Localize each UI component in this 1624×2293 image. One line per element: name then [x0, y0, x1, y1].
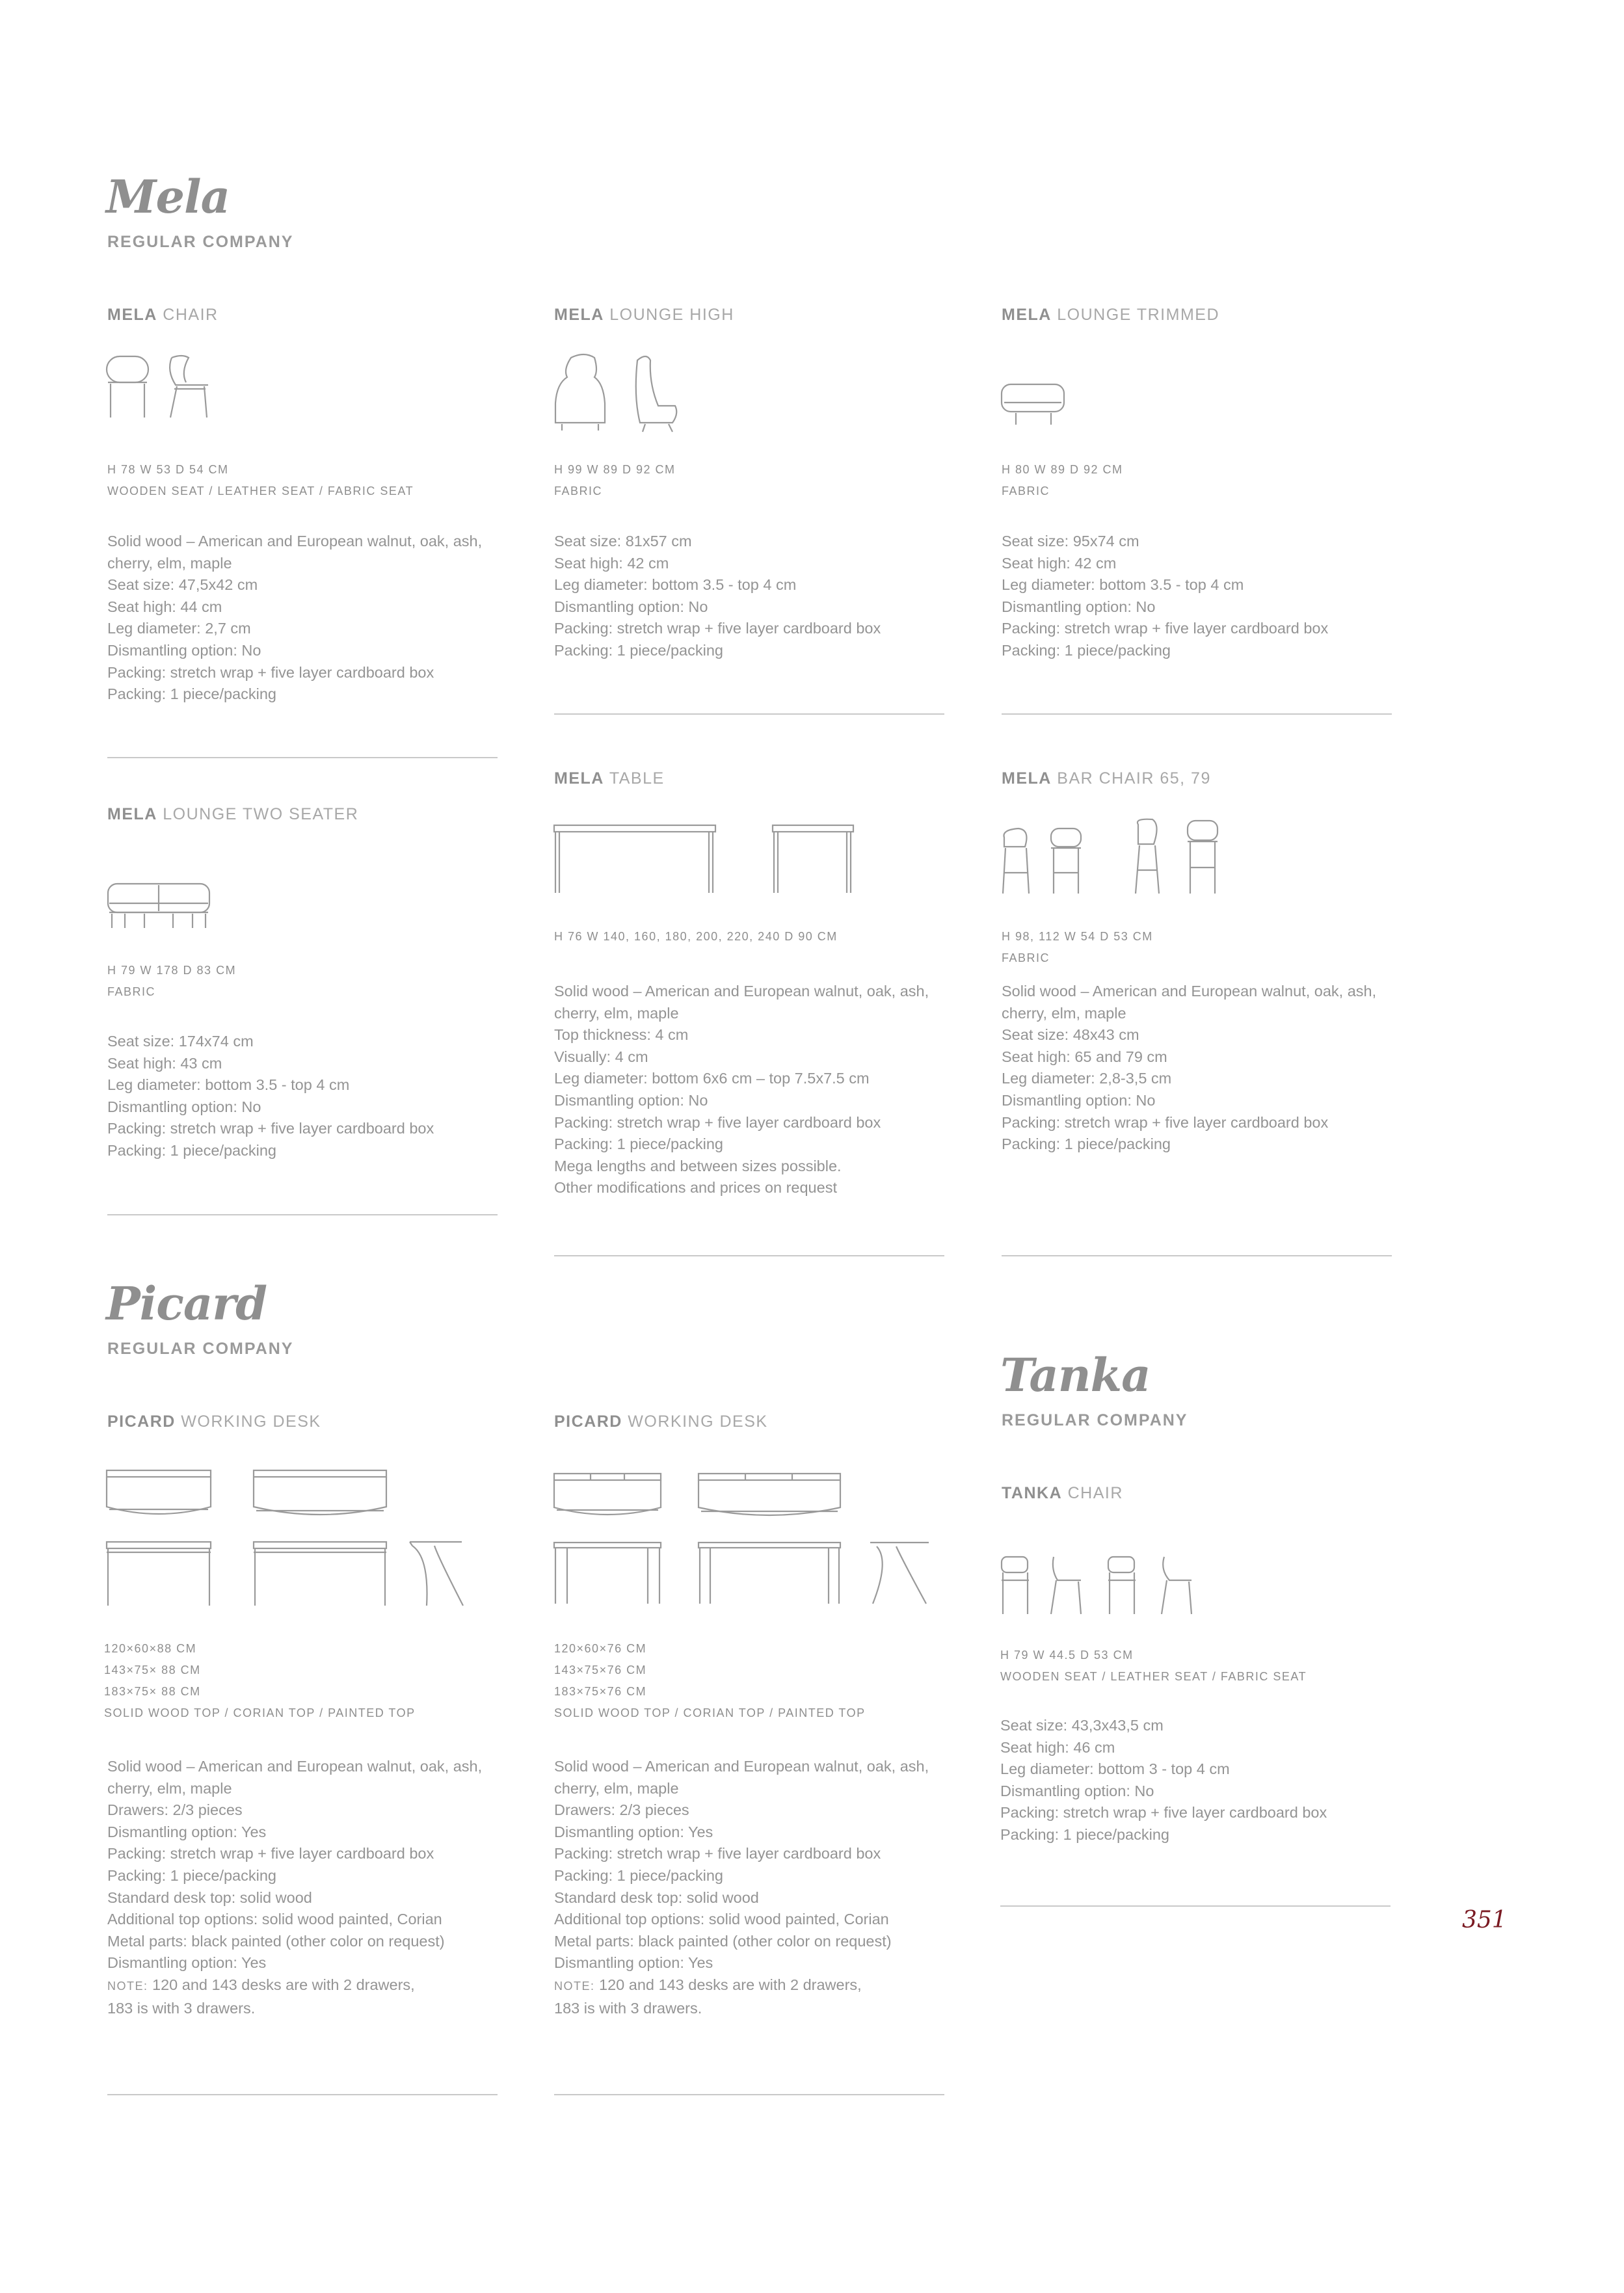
family-company-tanka: REGULAR COMPANY	[1002, 1411, 1188, 1429]
mela-lounge-trimmed-drawing	[999, 380, 1071, 432]
mela-lounge-high-drawing	[552, 351, 695, 432]
divider	[554, 713, 944, 715]
tanka-chair-description: Seat size: 43,3x43,5 cm Seat high: 46 cm Leg diameter: bottom 3 - top 4 cm Dismantling option: No Packing: stretch wrap + five layer cardboard box Packing: 1 piece/packing	[1000, 1717, 1327, 1843]
mela-bar-chair-dims: H 98, 112 W 54 D 53 CM FABRIC	[1002, 930, 1153, 964]
divider	[107, 1214, 498, 1215]
divider	[554, 2094, 944, 2095]
product-title-mela-chair: MELA CHAIR	[107, 306, 219, 324]
mela-lounge-trimmed-dims: H 80 W 89 D 92 CM FABRIC	[1002, 463, 1123, 497]
divider	[554, 1255, 944, 1256]
mela-bar-chair-description: Solid wood – American and European walnut, oak, ash, cherry, elm, maple Seat size: 48x43 cm Seat high: 65 and 79 cm Leg diameter: 2,8-3,5 cm Dismantling option: No Packing: stretch wrap + five layer cardboard box Packing: 1 piece/packing	[1002, 983, 1377, 1153]
product-title-picard-desk-1: PICARD WORKING DESK	[107, 1412, 321, 1431]
mela-chair-dims: H 78 W 53 D 54 CM WOODEN SEAT / LEATHER SEAT / FABRIC SEAT	[107, 463, 414, 497]
family-title-tanka: Tanka	[1000, 1348, 1151, 1402]
mela-lounge-two-seater-description: Seat size: 174x74 cm Seat high: 43 cm Leg diameter: bottom 3.5 - top 4 cm Dismantling option: No Packing: stretch wrap + five layer cardboard box Packing: 1 piece/packing	[107, 1033, 434, 1159]
product-title-mela-table: MELA TABLE	[554, 769, 665, 788]
divider	[1002, 1255, 1392, 1256]
picard-desk-2-dims: 120×60×76 CM 143×75×76 CM 183×75×76 CM SOLID WOOD TOP / CORIAN TOP / PAINTED TOP	[554, 1642, 866, 1719]
mela-lounge-high-description: Seat size: 81x57 cm Seat high: 42 cm Leg diameter: bottom 3.5 - top 4 cm Dismantling option: No Packing: stretch wrap + five layer cardboard box Packing: 1 piece/packing	[554, 533, 881, 659]
picard-desk-1-description: Solid wood – American and European walnut, oak, ash, cherry, elm, maple Drawers: 2/3 pieces Dismantling option: Yes Packing: stretch wrap + five layer cardboard box Packing: 1 piece/packing Standard desk top: solid wood Additional top options: solid wood painted, Corian Metal parts: black painted (other color on request) Dismantling option: Yes NOTE: 120 and 143 desks are with 2 drawers, 183 is with 3 drawers.	[107, 1758, 483, 2017]
family-title-picard: Picard	[106, 1277, 267, 1331]
mela-bar-chair-drawing	[999, 818, 1233, 899]
picard-desk-1-dims: 120×60×88 CM 143×75× 88 CM 183×75× 88 CM SOLID WOOD TOP / CORIAN TOP / PAINTED TOP	[104, 1642, 416, 1719]
product-title-picard-desk-2: PICARD WORKING DESK	[554, 1412, 768, 1431]
picard-desk-2-description: Solid wood – American and European walnut, oak, ash, cherry, elm, maple Drawers: 2/3 pieces Dismantling option: Yes Packing: stretch wrap + five layer cardboard box Packing: 1 piece/packing Standard desk top: solid wood Additional top options: solid wood painted, Corian Metal parts: black painted (other color on request) Dismantling option: Yes NOTE: 120 and 143 desks are with 2 drawers, 183 is with 3 drawers.	[554, 1758, 929, 2017]
tanka-chair-dims: H 79 W 44.5 D 53 CM WOODEN SEAT / LEATHER SEAT / FABRIC SEAT	[1000, 1649, 1307, 1683]
mela-lounge-two-seater-dims: H 79 W 178 D 83 CM FABRIC	[107, 964, 237, 998]
mela-chair-drawing	[104, 351, 221, 423]
family-company-mela: REGULAR COMPANY	[107, 233, 294, 251]
picard-desk-1-drawing	[104, 1466, 468, 1613]
product-title-mela-lounge-two-seater: MELA LOUNGE TWO SEATER	[107, 805, 359, 823]
mela-table-description: Solid wood – American and European walnut, oak, ash, cherry, elm, maple Top thickness: 4 cm Visually: 4 cm Leg diameter: bottom 6x6 cm – top 7.5x7.5 cm Dismantling option: No Packing: stretch wrap + five layer cardboard box Packing: 1 piece/packing Mega lengths and between sizes possible. Other modifications and prices on request	[554, 983, 929, 1197]
mela-table-drawing	[553, 823, 859, 897]
family-company-picard: REGULAR COMPANY	[107, 1340, 294, 1358]
divider	[1000, 1905, 1391, 1907]
mela-lounge-trimmed-description: Seat size: 95x74 cm Seat high: 42 cm Leg diameter: bottom 3.5 - top 4 cm Dismantling option: No Packing: stretch wrap + five layer cardboard box Packing: 1 piece/packing	[1002, 533, 1329, 659]
mela-table-dims: H 76 W 140, 160, 180, 200, 220, 240 D 90 CM	[554, 930, 838, 943]
mela-lounge-high-dims: H 99 W 89 D 92 CM FABRIC	[554, 463, 676, 497]
mela-chair-description: Solid wood – American and European walnut, oak, ash, cherry, elm, maple Seat size: 47,5x42 cm Seat high: 44 cm Leg diameter: 2,7 cm Dismantling option: No Packing: stretch wrap + five layer cardboard box Packing: 1 piece/packing	[107, 533, 483, 703]
mela-lounge-two-seater-drawing	[105, 881, 216, 933]
product-title-mela-lounge-high: MELA LOUNGE HIGH	[554, 306, 734, 324]
product-title-mela-bar-chair: MELA BAR CHAIR 65, 79	[1002, 769, 1211, 788]
divider	[107, 2094, 498, 2095]
picard-desk-2-drawing	[552, 1470, 929, 1613]
divider	[1002, 713, 1392, 715]
tanka-chair-drawing	[999, 1554, 1207, 1619]
product-title-tanka-chair: TANKA CHAIR	[1002, 1484, 1123, 1502]
product-title-mela-lounge-trimmed: MELA LOUNGE TRIMMED	[1002, 306, 1220, 324]
page-number: 351	[1462, 1907, 1507, 1933]
family-title-mela: Mela	[106, 170, 230, 224]
divider	[107, 757, 498, 758]
